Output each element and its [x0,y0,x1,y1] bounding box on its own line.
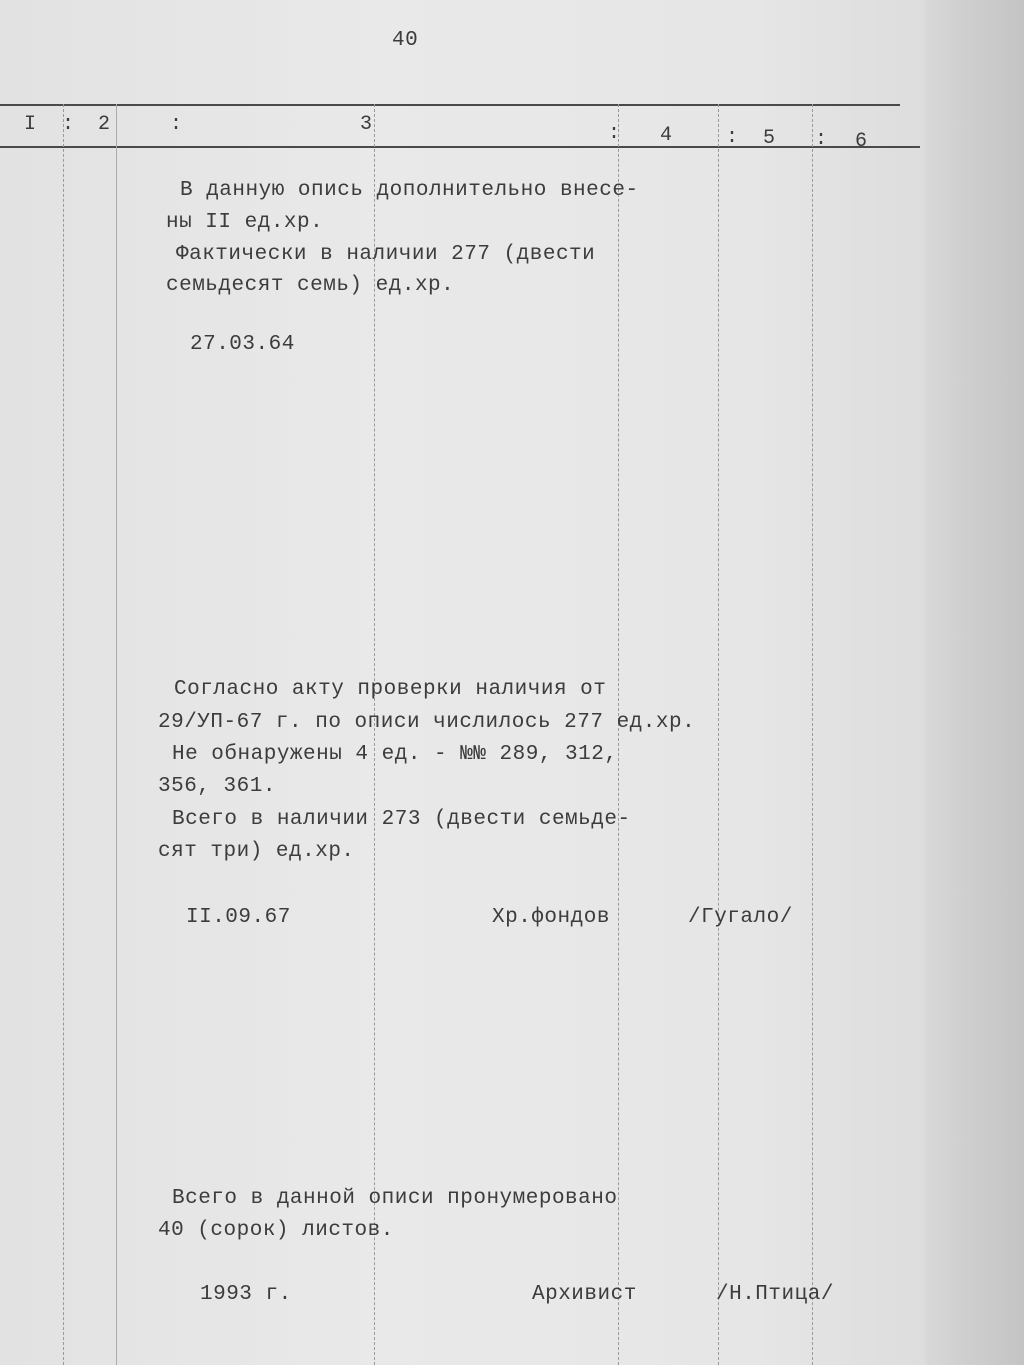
block2-line1: Согласно акту проверки наличия от [174,678,607,701]
header-col-4: 4 [660,124,673,147]
block1-line4: семьдесят семь) ед.хр. [166,274,455,297]
header-sep-3: : [608,122,621,145]
header-col-6: 6 [855,130,868,153]
block1-line2: ны II ед.хр. [166,211,324,234]
header-col-2: 2 [98,113,111,136]
block2-signature: /Гугало/ [688,906,793,929]
header-sep-5: : [815,128,828,151]
block3-signature: /Н.Птица/ [716,1283,834,1306]
block2-position: Хр.фондов [492,906,610,929]
header-sep-4: : [726,126,739,149]
block2-line3: Не обнаружены 4 ед. - №№ 289, 312, [172,743,618,766]
page-number: 40 [392,29,419,52]
header-col-5: 5 [763,127,776,150]
block2-line5: Всего в наличии 273 (двести семьде- [172,808,631,831]
block2-line4: 356, 361. [158,775,276,798]
block1-date: 27.03.64 [190,333,295,356]
block2-date: II.09.67 [186,906,291,929]
block3-position: Архивист [532,1283,637,1306]
header-col-3: 3 [360,113,373,136]
block2-line2: 29/УП-67 г. по описи числилось 277 ед.хр. [158,711,696,734]
header-top-rule [0,104,900,106]
column-divider-2 [116,104,117,1365]
column-divider-1 [63,104,64,1365]
header-sep-1: : [62,113,75,136]
underlying-page-edge [925,0,1024,1365]
column-divider-6 [812,104,813,1365]
block1-line1: В данную опись дополнительно внесе- [180,179,639,202]
header-sep-2: : [170,113,183,136]
header-col-1: I [24,113,37,136]
block3-year: 1993 г. [200,1283,292,1306]
header-bottom-rule [0,146,920,148]
block1-line3: Фактически в наличии 277 (двести [176,243,596,266]
block2-line6: сят три) ед.хр. [158,840,355,863]
column-divider-5 [718,104,719,1365]
block3-line1: Всего в данной описи пронумеровано [172,1187,618,1210]
block3-line2: 40 (сорок) листов. [158,1219,394,1242]
